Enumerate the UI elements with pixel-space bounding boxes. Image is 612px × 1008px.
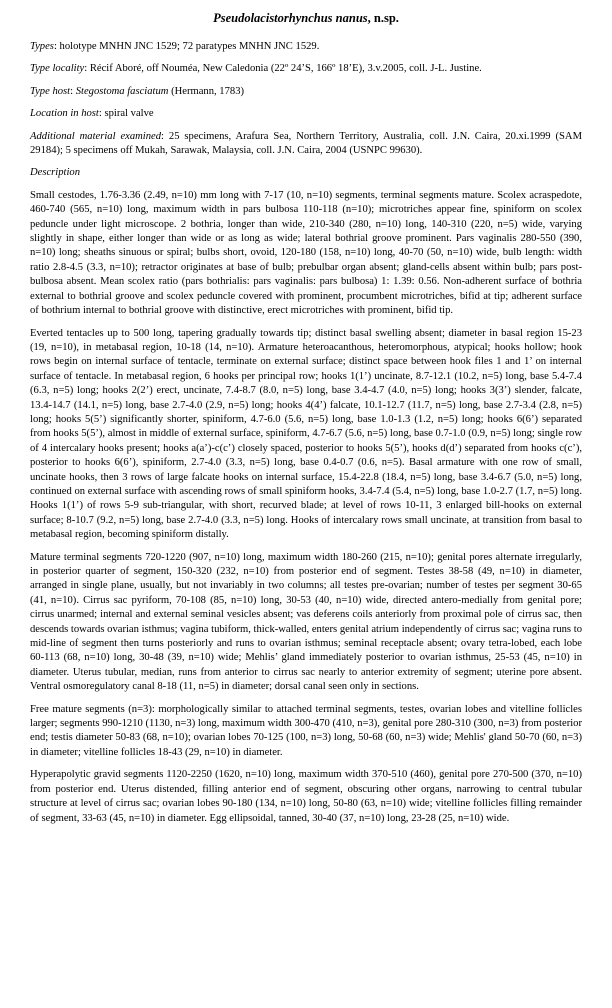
location-label: Location in host [30, 108, 99, 120]
type-host-authority: (Hermann, 1783) [168, 85, 245, 97]
additional-material-line [30, 130, 582, 159]
species-name: Pseudolacistorhynchus nanus [213, 11, 368, 25]
description-heading [30, 166, 582, 180]
species-suffix: , n.sp. [367, 11, 399, 25]
type-host-line [30, 85, 582, 99]
type-host-sep: : [70, 85, 76, 97]
type-locality-text: : Récif Aboré, off Nouméa, New Caledonia (22º 24’S, 166º 18’E), 3.v.2005, coll. J-L. Justine. [84, 63, 482, 75]
paragraph-scolex: Small cestodes, 1.76-3.36 (2.49, n=10) mm long with 7-17 (10, n=10) segments, terminal segments mature. Scolex acraspedote, 460-740 (565, n=10) long, maximum width in pars bulbosa 110-118 (n=10); microtriches appear fine, spiniform on scolex peduncle under light microscope. 2 bothria, longer than wide, 210-340 (280, n=10) long, 140-310 (220, n=5) wide, varying slightly in shape, either longer than wide or as long as wide; lateral bothrial groove prominent. Pars vaginalis 280-550 (390, n=10) long; sheaths sinuous or spiral; bulbs short, ovoid, 120-180 (158, n=10) long, 40-70 (50, n=10) wide, bulb length: width ratio 2.8-4.5 (3.3, n=10); retractor originates at base of bulb; prebulbar organ absent; gland-cells absent within bulb; pars post-bulbosa absent. Mean scolex ratio (pars bothrialis: pars vaginalis: pars bulbosa) 1: 1.39: 0.56. Non-adherent surface of bothria external to bothrial groove and scolex peduncle covered with prominent, procumbent microtriches, bifid at tip; adherent surface of bothrium internal to bothrial groove with distinctive, erect microtriches with prominent, bifid tip. [30, 189, 582, 317]
type-host-label: Type host [30, 85, 71, 97]
paragraph-mature-segments: Mature terminal segments 720-1220 (907, n=10) long, maximum width 180-260 (215, n=10); genital pores alternate irregularly, in posterior quarter of segment, 150-320 (232, n=10) from posterior end of segment. Testes 38-58 (49, n=10) in diameter, arranged in single plane, usually, but not invariably in two columns; all testes pre-ovarian; number of testes per segment 30-65 (41, n=10). Cirrus sac pyriform, 70-108 (85, n=10) long, 30-53 (40, n=10) wide, directed antero-medially from genital pore; cirrus unarmed; internal and external seminal vesicles absent; vas deferens coils anteriorly from proximal pole of cirrus sac, then descends towards ovarian isthmus; vagina tubiform, thick-walled, enters genital atrium independently of cirrus sac; vagina runs to mid-line of segment then turns posteriorly and runs to ovarian isthmus; seminal receptacle absent; ovary tetra-lobed, each lobe 60-113 (68, n=10) long, 30-48 (39, n=10) wide; Mehlis’ gland immediately posterior to ovarian isthmus, 25-53 (45, n=10) in diameter. Uterus tubular, median, runs from anterior to cirrus sac nearly to anterior extremity of segment; uterine pore absent. Ventral osmoregulatory canal 8-18 (11, n=5) in diameter; dorsal canal seen only in sections. [30, 551, 582, 693]
paragraph-tentacles: Everted tentacles up to 500 long, tapering gradually towards tip; distinct basal swelling absent; diameter in basal region 15-23 (19, n=10), in metabasal region, 10-18 (14, n=10). Armature heteroacanthous, heteromorphous, atypical; hooks hollow; hook rows begin on internal surface of tentacle, terminate on external surface; distinct space between hook files 1 and 1’ on internal surface of tentacle. In metabasal region, 6 hooks per principal row; hooks 1(1’) uncinate, 8.7-12.1 (10.2, n=5) long, base 5.4-7.4 (6.3, n=5) long; hooks 2(2’) erect, uncinate, 7.4-8.7 (8.0, n=5) long, base 3.4-4.7 (4.0, n=5) long; hooks 3(3’) slender, falcate, 13.4-14.7 (14.1, n=5) long, base 2.7-4.0 (2.9, n=5) long; hooks 4(4’) falcate, 10.1-12.7 (11.7, n=5) long, base 2.7-3.4 (2.8, n=5) long; hooks 5(5’) significantly shorter, spiniform, 4.7-6.0 (5.6, n=5) long, base 1.0-1.3 (1.2, n=5) long; hooks 6(6’) separated from hooks 5(5’), almost in middle of external surface, spiniform, 4.7-6.7 (5.6, n=5) long, base 0.7-1.0 (0.9, n=5) long; single row of 4 intercalary hooks present; hooks a(a’)-c(c’) closely spaced, posterior to hooks 5(5’), hooks d(d’) separated from hooks c(c’), posterior to hooks 6(6’), spiniform, 2.7-4.0 (3.3, n=5) long, base 0.4-0.7 (0.6, n=5). Basal armature with one row of small, uncinate hooks, then 3 rows of large falcate hooks on internal surface, 15.4-22.8 (18.4, n=5) long, base 3.4-6.7 (5.0, n=5) long, continued on external surface with ascending rows of small spiniform hooks, 3.4-7.4 (5.4, n=5) long, base 1.0-2.7 (1.7, n=5) long. Hooks 1(1’) of rows 5-9 sub-triangular, with short, recurved blade; at level of rows 10-11, 3 enlarged bill-hooks on external surface; 8-10.7 (9.2, n=5) long, base 2.7-4.0 (3.3, n=5) long. Hooks of intercalary rows small uncinate, at transition from basal to metabasal region, becoming spiniform distally. [30, 327, 582, 541]
additional-material-label: Additional material examined [30, 130, 162, 142]
type-locality-line [30, 62, 582, 76]
types-line [30, 40, 582, 54]
location-text: : spiral valve [98, 108, 154, 120]
description-heading-text: Description [30, 167, 81, 179]
types-text: : holotype MNHN JNC 1529; 72 paratypes MNHN JNC 1529. [53, 41, 320, 52]
types-label: Types [30, 41, 54, 52]
species-title [30, 10, 582, 26]
location-line [30, 107, 582, 121]
type-host-name: Stegostoma fasciatum [75, 85, 169, 97]
type-locality-label: Type locality [30, 63, 85, 75]
paragraph-gravid-segments: Hyperapolytic gravid segments 1120-2250 (1620, n=10) long, maximum width 370-510 (460), genital pore 270-500 (370, n=10) from posterior end. Uterus distended, filling anterior end of segment, obscuring other organs, narrowing to central tubular structure at level of cirrus sac; ovarian lobes 90-180 (134, n=10) long, 50-80 (63, n=10) wide; vitelline follicles filling remainder of segment, 33-63 (45, n=10) in diameter. Egg ellipsoidal, tanned, 30-40 (37, n=10) long, 23-28 (25, n=10) wide. [30, 769, 582, 824]
paragraph-free-segments: Free mature segments (n=3): morphologically similar to attached terminal segments, testes, ovarian lobes and vitelline follicles larger; segments 990-1210 (1130, n=3) long, maximum width 300-470 (410, n=3), genital pore 280-310 (300, n=3) from posterior end; testis diameter 50-83 (68, n=10); ovarian lobes 70-125 (100, n=3) long, 50-68 (60, n=3) wide; Mehlis' gland 50-70 (60, n=3) in diameter; vitelline follicles 18-43 (29, n=10) in diameter. [30, 703, 582, 758]
additional-material-text: : 25 specimens, Arafura Sea, Northern Territory, Australia, coll. J.N. Caira, 20.xi.1999 (SAM 29184); 5 specimens off Mukah, Sarawak, Malaysia, coll. J.N. Caira, 2004 (USNPC 99630). [30, 130, 583, 157]
